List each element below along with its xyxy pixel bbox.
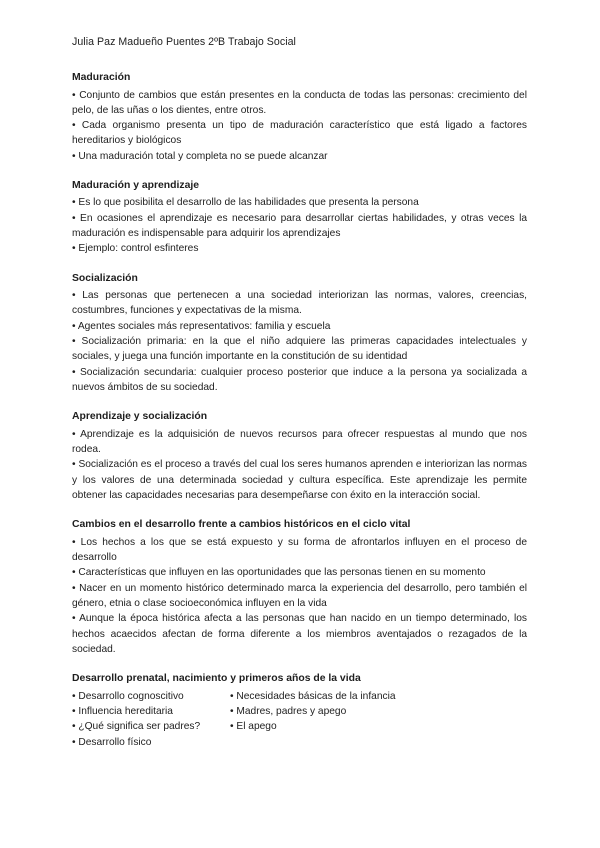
section-title: Maduración	[72, 72, 131, 83]
section-aprendizaje-socializacion	[72, 409, 527, 503]
list-column-right	[230, 689, 520, 750]
section-cambios-desarrollo	[72, 517, 527, 657]
section-socializacion	[72, 271, 527, 396]
section-maduracion-aprendizaje	[72, 178, 527, 257]
bullet-item: • Socialización es el proceso a través del cual los seres humanos aprenden e interiorizan las normas y los valores de una determinada sociedad y cultura específica. Este aprendizaje les permite obtener las capacidades necesarias para desempeñarse con éxito en la interacción social.	[72, 459, 527, 501]
list-item: • ¿Qué significa ser padres?	[72, 721, 201, 733]
list-item: • El apego	[230, 721, 277, 733]
bullet-item: • Cada organismo presenta un tipo de maduración característico que está ligado a factores hereditarios y biológicos	[72, 120, 527, 147]
list-column-left	[72, 689, 230, 750]
page-header: Julia Paz Madueño Puentes 2ºB Trabajo Social	[72, 36, 296, 48]
document-body	[72, 70, 527, 764]
bullet-item: • Ejemplo: control esfinteres	[72, 243, 199, 255]
bullet-item: • Los hechos a los que se está expuesto y su forma de afrontarlos influyen en el proceso de desarrollo	[72, 536, 527, 564]
bullet-item: • Socialización primaria: en la que el niño adquiere las primeras capacidades intelectuales y sociales, y juega una función importante en la constitución de su identidad	[72, 336, 527, 363]
list-item: • Desarrollo físico	[72, 736, 152, 748]
two-column-list	[72, 689, 527, 750]
section-title: Desarrollo prenatal, nacimiento y primeros años de la vida	[72, 673, 361, 685]
list-item: • Influencia hereditaria	[72, 705, 173, 717]
list-item: • Necesidades básicas de la infancia	[230, 690, 396, 702]
section-maduracion	[72, 70, 527, 164]
bullet-item: • Es lo que posibilita el desarrollo de las habilidades que presenta la persona	[72, 197, 419, 209]
bullet-item: • Aunque la época histórica afecta a las personas que han nacido en un tiempo determinado, los hechos acaecidos afectan de forma diferente a los miembros aventajados o rezagados de la sociedad.	[72, 613, 527, 655]
list-item: • Madres, padres y apego	[230, 705, 347, 717]
bullet-item: • Agentes sociales más representativos: familia y escuela	[72, 320, 331, 332]
section-desarrollo-prenatal	[72, 671, 527, 750]
bullet-item: • Una maduración total y completa no se puede alcanzar	[72, 150, 328, 162]
list-item: • Desarrollo cognoscitivo	[72, 690, 184, 702]
bullet-item: • Las personas que pertenecen a una sociedad interiorizan las normas, valores, creencias, costumbres, funciones y expectativas de la misma.	[72, 290, 527, 317]
bullet-item: • En ocasiones el aprendizaje es necesario para desarrollar ciertas habilidades, y otras veces la maduración es indispensable para adquirir los aprendizajes	[72, 212, 527, 240]
bullet-item: • Socialización secundaria: cualquier proceso posterior que induce a la persona ya socializada a nuevos ámbitos de su sociedad.	[72, 366, 527, 393]
section-title: Cambios en el desarrollo frente a cambios históricos en el ciclo vital	[72, 519, 411, 531]
bullet-item: • Aprendizaje es la adquisición de nuevos recursos para ofrecer respuestas al mundo que nos rodea.	[72, 428, 527, 456]
bullet-item: • Conjunto de cambios que están presentes en la conducta de todas las personas: crecimiento del pelo, de las uñas o los dientes, entre otros.	[72, 89, 527, 116]
section-title: Aprendizaje y socialización	[72, 411, 208, 423]
bullet-item: • Nacer en un momento histórico determinado marca la experiencia del desarrollo, pero también el género, etnia o clase socioeconómica influyen en la vida	[72, 582, 527, 609]
section-title: Socialización	[72, 272, 138, 284]
section-title: Maduración y aprendizaje	[72, 179, 200, 191]
bullet-item: • Características que influyen en las oportunidades que las personas tienen en su momento	[72, 567, 486, 579]
